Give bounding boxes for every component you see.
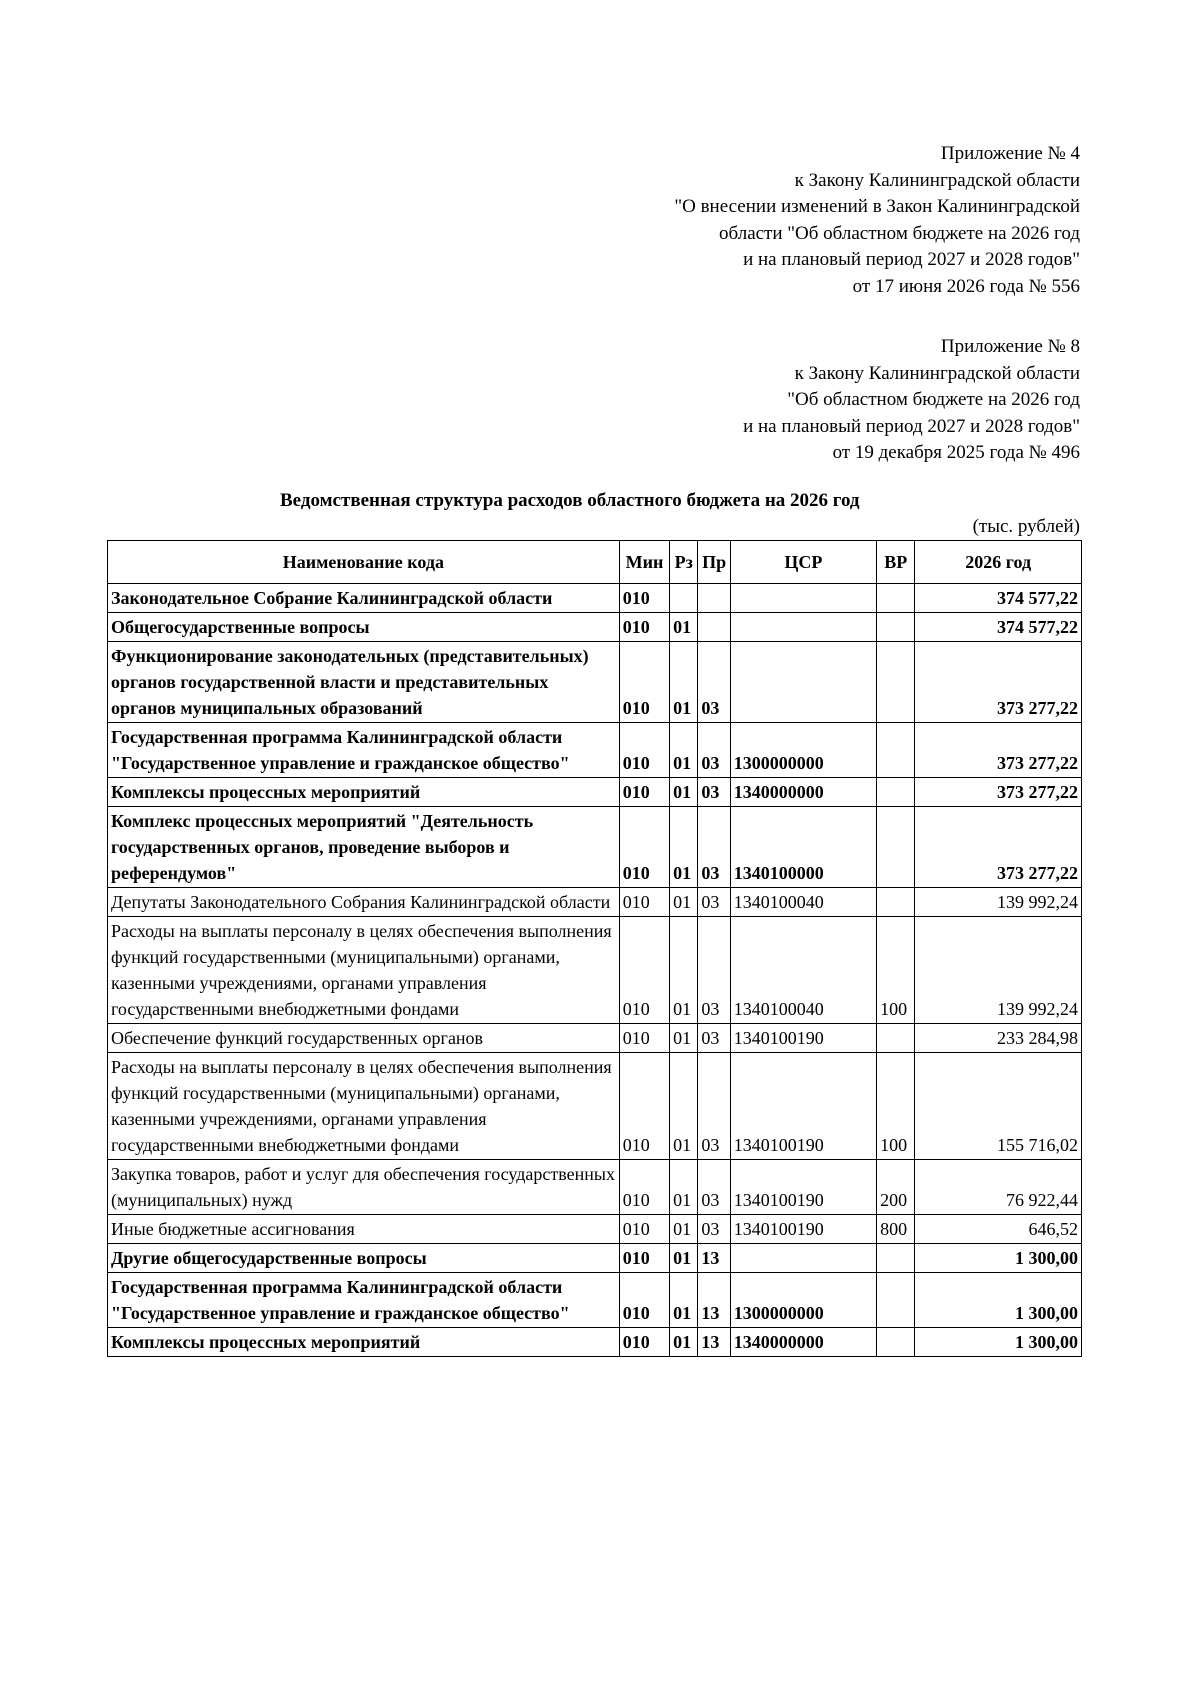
cell-rz: 01 bbox=[670, 723, 698, 778]
cell-sum: 155 716,02 bbox=[915, 1053, 1082, 1160]
table-row bbox=[108, 723, 1082, 778]
cell-pr: 03 bbox=[698, 1215, 730, 1244]
cell-sum: 76 922,44 bbox=[915, 1160, 1082, 1215]
cell-vr bbox=[877, 1024, 915, 1053]
cell-vr bbox=[877, 1244, 915, 1273]
cell-min: 010 bbox=[619, 778, 669, 807]
table-row bbox=[108, 778, 1082, 807]
cell-sum: 374 577,22 bbox=[915, 584, 1082, 613]
cell-pr: 03 bbox=[698, 1024, 730, 1053]
table-row bbox=[108, 1215, 1082, 1244]
cell-vr bbox=[877, 778, 915, 807]
cell-vr bbox=[877, 642, 915, 723]
header-line: "О внесении изменений в Закон Калининградской bbox=[674, 196, 1080, 217]
cell-rz: 01 bbox=[670, 1244, 698, 1273]
table-row bbox=[108, 1160, 1082, 1215]
header-line: и на плановый период 2027 и 2028 годов" bbox=[743, 415, 1080, 437]
cell-rz: 01 bbox=[670, 1053, 698, 1160]
cell-sum: 139 992,24 bbox=[915, 917, 1082, 1024]
cell-rz: 01 bbox=[670, 888, 698, 917]
cell-csr: 1300000000 bbox=[730, 1273, 876, 1328]
cell-csr bbox=[730, 584, 876, 613]
cell-sum: 373 277,22 bbox=[915, 642, 1082, 723]
table-row bbox=[108, 642, 1082, 723]
cell-csr: 1340100190 bbox=[730, 1160, 876, 1215]
document-title: Ведомственная структура расходов областного бюджета на 2026 год bbox=[280, 490, 860, 511]
cell-vr: 100 bbox=[877, 1053, 915, 1160]
cell-min: 010 bbox=[619, 917, 669, 1024]
cell-csr bbox=[730, 1244, 876, 1273]
header-name: Наименование кода bbox=[108, 541, 620, 584]
cell-sum: 139 992,24 bbox=[915, 888, 1082, 917]
cell-rz: 01 bbox=[670, 807, 698, 888]
cell-pr: 13 bbox=[698, 1273, 730, 1328]
cell-csr: 1300000000 bbox=[730, 723, 876, 778]
cell-sum: 1 300,00 bbox=[915, 1244, 1082, 1273]
cell-rz bbox=[670, 584, 698, 613]
table-row bbox=[108, 1244, 1082, 1273]
cell-pr bbox=[698, 584, 730, 613]
table-row bbox=[108, 1053, 1082, 1160]
header-pr: Пр bbox=[698, 541, 730, 584]
cell-sum: 373 277,22 bbox=[915, 807, 1082, 888]
cell-name: Расходы на выплаты персоналу в целях обеспечения выполнения функций государственными (муниципальными) органами, казенными учреждениями, органами управления государственными внебюджетными фондами bbox=[108, 1053, 620, 1160]
cell-sum: 373 277,22 bbox=[915, 723, 1082, 778]
cell-name: Функционирование законодательных (представительных) органов государственной власти и представительных органов муниципальных образований bbox=[108, 642, 620, 723]
cell-rz: 01 bbox=[670, 1215, 698, 1244]
cell-name: Другие общегосударственные вопросы bbox=[108, 1244, 620, 1273]
cell-sum: 233 284,98 bbox=[915, 1024, 1082, 1053]
cell-csr: 1340000000 bbox=[730, 1328, 876, 1357]
cell-pr: 03 bbox=[698, 1160, 730, 1215]
header-line: Приложение № 8 bbox=[940, 336, 1080, 357]
cell-pr: 03 bbox=[698, 723, 730, 778]
header-line: области "Об областном бюджете на 2026 год bbox=[719, 222, 1080, 244]
cell-name: Государственная программа Калининградской области "Государственное управление и гражданское общество" bbox=[108, 1273, 620, 1328]
cell-pr: 03 bbox=[698, 888, 730, 917]
cell-min: 010 bbox=[619, 888, 669, 917]
header-rz: Рз bbox=[670, 541, 698, 584]
cell-rz: 01 bbox=[670, 1273, 698, 1328]
cell-pr bbox=[698, 613, 730, 642]
header-csr: ЦСР bbox=[730, 541, 876, 584]
header-line: Приложение № 4 bbox=[940, 143, 1080, 164]
cell-pr: 13 bbox=[698, 1244, 730, 1273]
cell-sum: 374 577,22 bbox=[915, 613, 1082, 642]
cell-csr: 1340100190 bbox=[730, 1215, 876, 1244]
cell-sum: 373 277,22 bbox=[915, 778, 1082, 807]
table-row bbox=[108, 1024, 1082, 1053]
table-row bbox=[108, 888, 1082, 917]
header-line: и на плановый период 2027 и 2028 годов" bbox=[743, 249, 1080, 270]
cell-vr: 100 bbox=[877, 917, 915, 1024]
cell-csr: 1340100190 bbox=[730, 1053, 876, 1160]
cell-min: 010 bbox=[619, 1215, 669, 1244]
header-sum: 2026 год bbox=[915, 541, 1082, 584]
cell-csr bbox=[730, 642, 876, 723]
table-row bbox=[108, 1328, 1082, 1357]
cell-name: Общегосударственные вопросы bbox=[108, 613, 620, 642]
header-line: "Об областном бюджете на 2026 год bbox=[787, 389, 1080, 410]
header-line: к Закону Калининградской области bbox=[794, 362, 1080, 384]
header-line: от 17 июня 2026 года № 556 bbox=[852, 275, 1080, 297]
header-line: к Закону Калининградской области bbox=[794, 169, 1080, 191]
cell-name: Комплексы процессных мероприятий bbox=[108, 778, 620, 807]
cell-pr: 03 bbox=[698, 917, 730, 1024]
cell-min: 010 bbox=[619, 613, 669, 642]
cell-min: 010 bbox=[619, 1024, 669, 1053]
header-line: от 19 декабря 2025 года № 496 bbox=[832, 442, 1080, 463]
cell-vr bbox=[877, 613, 915, 642]
cell-name: Обеспечение функций государственных органов bbox=[108, 1024, 620, 1053]
cell-rz: 01 bbox=[670, 613, 698, 642]
cell-name: Закупка товаров, работ и услуг для обеспечения государственных (муниципальных) нужд bbox=[108, 1160, 620, 1215]
cell-rz: 01 bbox=[670, 1328, 698, 1357]
cell-min: 010 bbox=[619, 1160, 669, 1215]
cell-csr: 1340100000 bbox=[730, 807, 876, 888]
cell-min: 010 bbox=[619, 1328, 669, 1357]
cell-name: Иные бюджетные ассигнования bbox=[108, 1215, 620, 1244]
cell-pr: 13 bbox=[698, 1328, 730, 1357]
cell-sum: 1 300,00 bbox=[915, 1328, 1082, 1357]
cell-name: Расходы на выплаты персоналу в целях обеспечения выполнения функций государственными (муниципальными) органами, казенными учреждениями, органами управления государственными внебюджетными фондами bbox=[108, 917, 620, 1024]
cell-csr: 1340000000 bbox=[730, 778, 876, 807]
cell-csr bbox=[730, 613, 876, 642]
cell-csr: 1340100040 bbox=[730, 917, 876, 1024]
table-row bbox=[108, 807, 1082, 888]
table-row bbox=[108, 1273, 1082, 1328]
cell-min: 010 bbox=[619, 723, 669, 778]
table-row bbox=[108, 613, 1082, 642]
cell-vr bbox=[877, 723, 915, 778]
cell-rz: 01 bbox=[670, 642, 698, 723]
cell-sum: 1 300,00 bbox=[915, 1273, 1082, 1328]
cell-csr: 1340100040 bbox=[730, 888, 876, 917]
cell-min: 010 bbox=[619, 1053, 669, 1160]
budget-table bbox=[107, 540, 1082, 1357]
cell-vr: 800 bbox=[877, 1215, 915, 1244]
cell-name: Комплексы процессных мероприятий bbox=[108, 1328, 620, 1357]
cell-pr: 03 bbox=[698, 807, 730, 888]
cell-rz: 01 bbox=[670, 1160, 698, 1215]
unit-label: (тыс. рублей) bbox=[972, 516, 1080, 537]
cell-pr: 03 bbox=[698, 642, 730, 723]
cell-vr bbox=[877, 888, 915, 917]
cell-pr: 03 bbox=[698, 778, 730, 807]
cell-rz: 01 bbox=[670, 1024, 698, 1053]
cell-pr: 03 bbox=[698, 1053, 730, 1160]
cell-name: Депутаты Законодательного Собрания Калининградской области bbox=[108, 888, 620, 917]
cell-csr: 1340100190 bbox=[730, 1024, 876, 1053]
cell-vr bbox=[877, 584, 915, 613]
cell-sum: 646,52 bbox=[915, 1215, 1082, 1244]
cell-vr bbox=[877, 807, 915, 888]
cell-min: 010 bbox=[619, 1244, 669, 1273]
cell-name: Государственная программа Калининградской области "Государственное управление и гражданское общество" bbox=[108, 723, 620, 778]
cell-min: 010 bbox=[619, 642, 669, 723]
header-original bbox=[743, 334, 1080, 467]
cell-name: Законодательное Собрание Калининградской области bbox=[108, 584, 620, 613]
cell-vr bbox=[877, 1328, 915, 1357]
header-amendment bbox=[674, 141, 1080, 300]
cell-min: 010 bbox=[619, 584, 669, 613]
cell-vr bbox=[877, 1273, 915, 1328]
cell-min: 010 bbox=[619, 807, 669, 888]
cell-rz: 01 bbox=[670, 917, 698, 1024]
cell-vr: 200 bbox=[877, 1160, 915, 1215]
cell-rz: 01 bbox=[670, 778, 698, 807]
table-row bbox=[108, 917, 1082, 1024]
cell-min: 010 bbox=[619, 1273, 669, 1328]
cell-name: Комплекс процессных мероприятий "Деятельность государственных органов, проведение выборов и референдумов" bbox=[108, 807, 620, 888]
header-vr: ВР bbox=[877, 541, 915, 584]
table-row bbox=[108, 584, 1082, 613]
header-min: Мин bbox=[619, 541, 669, 584]
table-header-row bbox=[108, 541, 1082, 584]
